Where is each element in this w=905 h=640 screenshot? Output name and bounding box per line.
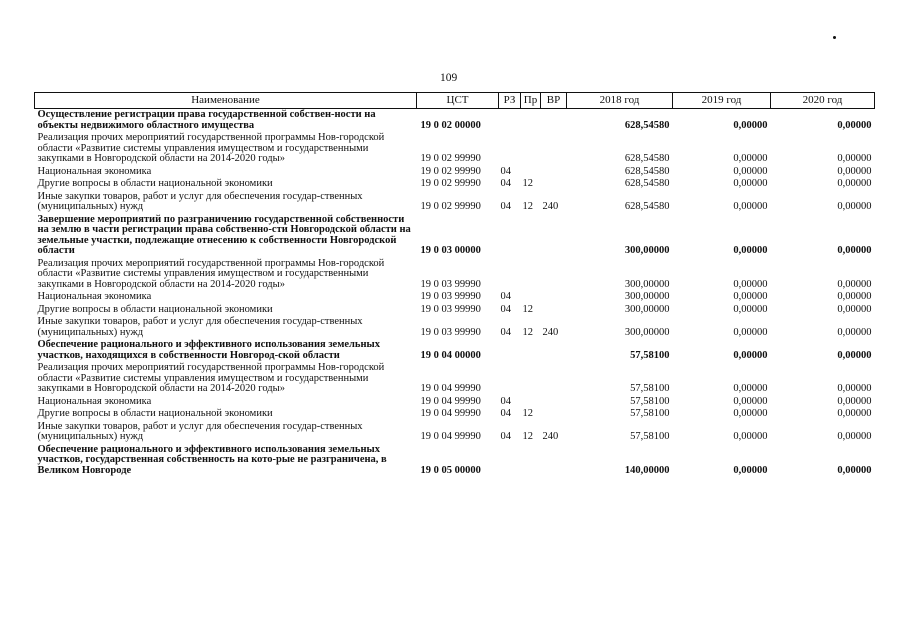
cell-name: Иные закупки товаров, работ и услуг для обеспечения государ-ственных (муниципальных) нужд [37,190,363,212]
cell-rz [499,339,521,362]
cell-2020: 0,00000 [837,395,872,407]
cell-rz [499,444,521,478]
cell-name: Осуществление регистрации права государственной собствен-ности на объекты недвижимого областного имущества [37,109,376,131]
cell-2019: 0,00000 [733,303,768,315]
cell-2019: 0,00000 [733,153,768,164]
cell-2018: 57,58100 [630,408,670,419]
cell-cst: 19 0 02 99990 [420,153,481,164]
cell-2018: 300,00000 [624,278,670,290]
cell-rz: 04 [500,291,511,302]
cell-rz: 04 [500,326,511,338]
cell-cst: 19 0 04 99990 [420,383,481,394]
cell-cst: 19 0 03 00000 [420,245,481,256]
cell-rz [499,258,521,292]
cell-2019: 0,00000 [733,464,768,476]
cell-cst: 19 0 02 99990 [420,201,481,212]
table-row [35,304,875,317]
cell-2020: 0,00000 [837,119,872,131]
cell-name: Другие вопросы в области национальной экономики [37,303,273,315]
cell-2018: 57,58100 [630,383,670,394]
cell-vr [541,258,567,292]
cell-2020: 0,00000 [837,178,872,189]
cell-name: Реализация прочих мероприятий государственной программы Нов-городской области «Развитие системы управления имуществом и государственными закупками в Новгородской области на 2014-2020 годы» [37,257,385,290]
section-row [35,339,875,362]
cell-rz: 04 [500,201,511,212]
cell-2020: 0,00000 [837,464,872,476]
cell-vr [541,178,567,191]
cell-name: Национальная экономика [37,165,152,177]
cell-vr [541,408,567,421]
cell-2018: 57,58100 [630,431,670,442]
cell-vr [541,362,567,396]
cell-2019: 0,00000 [733,178,768,189]
cell-vr [541,444,567,478]
cell-name: Реализация прочих мероприятий государственной программы Нов-городской области «Развитие системы управления имуществом и государственными закупками в Новгородской области на 2014-2020 годы» [37,362,385,394]
cell-pr: 12 [522,178,533,189]
cell-pr [521,166,541,179]
speck-mark [833,36,836,39]
cell-cst: 19 0 03 99990 [420,278,481,290]
cell-cst: 19 0 03 99990 [420,303,481,315]
cell-cst: 19 0 04 99990 [420,431,481,442]
cell-2018: 628,54580 [624,165,670,177]
cell-2018: 300,00000 [624,245,670,256]
header-pr: Пр [521,93,541,109]
cell-rz: 04 [500,408,511,419]
cell-name: Завершение мероприятий по разграничению государственной собственности на землю в части регистрации права собственно-сти Новгородской области на земельные участки, подлежащие отнесению к собственности Новгородской области [37,213,411,256]
cell-cst: 19 0 03 99990 [420,326,481,338]
cell-vr [541,166,567,179]
cell-name: Реализация прочих мероприятий государственной программы Нов-городской области «Развитие системы управления имуществом и государственными закупками в Новгородской области на 2014-2020 годы» [37,132,385,164]
cell-pr: 12 [522,201,533,212]
cell-2019: 0,00000 [733,431,768,442]
cell-cst: 19 0 04 99990 [420,408,481,419]
cell-pr [521,132,541,166]
cell-name: Обеспечение рационального и эффективного использования земельных участков, находящихся в собственности Новгород-ской области [37,339,380,361]
cell-pr [521,444,541,478]
cell-pr [521,291,541,304]
cell-vr [541,214,567,258]
cell-2019: 0,00000 [733,326,768,338]
budget-table [34,92,875,477]
cell-pr: 12 [522,326,533,338]
cell-name: Другие вопросы в области национальной экономики [37,408,273,419]
cell-rz: 04 [500,431,511,442]
cell-2020: 0,00000 [837,278,872,290]
cell-2020: 0,00000 [837,326,872,338]
table-row [35,258,875,292]
header-2019: 2019 год [673,93,771,109]
section-row [35,214,875,258]
cell-rz [499,109,521,133]
cell-pr [521,339,541,362]
cell-cst: 19 0 03 99990 [420,291,481,302]
cell-rz [499,214,521,258]
cell-rz: 04 [500,165,511,177]
cell-2018: 57,58100 [630,395,670,407]
cell-pr: 12 [522,431,533,442]
cell-2019: 0,00000 [733,395,768,407]
page-number: 109 [440,72,458,84]
cell-2019: 0,00000 [733,245,768,256]
cell-pr [521,214,541,258]
cell-2019: 0,00000 [733,201,768,212]
cell-pr [521,258,541,292]
cell-rz: 04 [500,178,511,189]
cell-2018: 300,00000 [624,303,670,315]
cell-2018: 628,54580 [624,119,670,131]
cell-pr [521,362,541,396]
cell-2020: 0,00000 [837,165,872,177]
cell-2020: 0,00000 [837,383,872,394]
cell-2019: 0,00000 [733,383,768,394]
cell-name: Иные закупки товаров, работ и услуг для обеспечения государ-ственных (муниципальных) нужд [37,316,363,338]
cell-vr [541,396,567,409]
header-vr: ВР [541,93,567,109]
cell-2019: 0,00000 [733,278,768,290]
cell-cst: 19 0 02 99990 [420,178,481,189]
cell-2019: 0,00000 [733,165,768,177]
cell-2020: 0,00000 [837,201,872,212]
cell-2018: 628,54580 [624,153,670,164]
table-row [35,316,875,339]
cell-2020: 0,00000 [837,245,872,256]
cell-cst: 19 0 02 99990 [420,165,481,177]
cell-pr: 12 [522,303,533,315]
table-row [35,166,875,179]
cell-vr [541,339,567,362]
cell-name: Национальная экономика [37,291,152,302]
cell-name: Другие вопросы в области национальной экономики [37,178,273,189]
cell-2020: 0,00000 [837,431,872,442]
cell-2020: 0,00000 [837,303,872,315]
cell-vr: 240 [542,326,559,338]
cell-2019: 0,00000 [733,119,768,131]
cell-rz [499,132,521,166]
cell-cst: 19 0 04 00000 [420,349,481,361]
cell-vr [541,304,567,317]
cell-cst: 19 0 02 00000 [420,119,481,131]
cell-2018: 57,58100 [630,349,670,361]
cell-pr [521,109,541,133]
header-name: Наименование [35,93,417,109]
cell-rz [499,362,521,396]
cell-vr [541,291,567,304]
cell-name: Обеспечение рационального и эффективного использования земельных участков, государственная собственность на кото-рые не разграничена, в Великом Новгороде [37,443,387,476]
cell-name: Национальная экономика [37,395,152,407]
cell-cst: 19 0 04 99990 [420,395,481,407]
table-row [35,291,875,304]
table-header-row [35,93,875,109]
cell-2020: 0,00000 [837,408,872,419]
cell-rz: 04 [500,395,511,407]
cell-2018: 628,54580 [624,178,670,189]
header-2018: 2018 год [567,93,673,109]
table-row [35,191,875,214]
table-row [35,408,875,421]
cell-2018: 300,00000 [624,326,670,338]
cell-name: Иные закупки товаров, работ и услуг для обеспечения государ-ственных (муниципальных) нужд [37,420,363,442]
cell-vr: 240 [542,431,559,442]
cell-2019: 0,00000 [733,408,768,419]
cell-vr [541,132,567,166]
header-cst: ЦСТ [417,93,499,109]
section-row [35,109,875,133]
cell-rz: 04 [500,303,511,315]
table-row [35,362,875,396]
cell-2018: 628,54580 [624,201,670,212]
cell-pr [521,396,541,409]
header-rz: РЗ [499,93,521,109]
cell-pr: 12 [522,408,533,419]
cell-2020: 0,00000 [837,291,872,302]
cell-2019: 0,00000 [733,349,768,361]
cell-vr [541,109,567,133]
cell-2020: 0,00000 [837,349,872,361]
table-row [35,396,875,409]
cell-2018: 300,00000 [624,291,670,302]
table-row [35,421,875,444]
table-body [35,109,875,478]
cell-2020: 0,00000 [837,153,872,164]
table-row [35,132,875,166]
cell-vr: 240 [542,201,559,212]
cell-2018: 140,00000 [624,464,670,476]
cell-2019: 0,00000 [733,291,768,302]
section-row [35,444,875,478]
header-2020: 2020 год [771,93,875,109]
cell-cst: 19 0 05 00000 [420,464,481,476]
table-row [35,178,875,191]
